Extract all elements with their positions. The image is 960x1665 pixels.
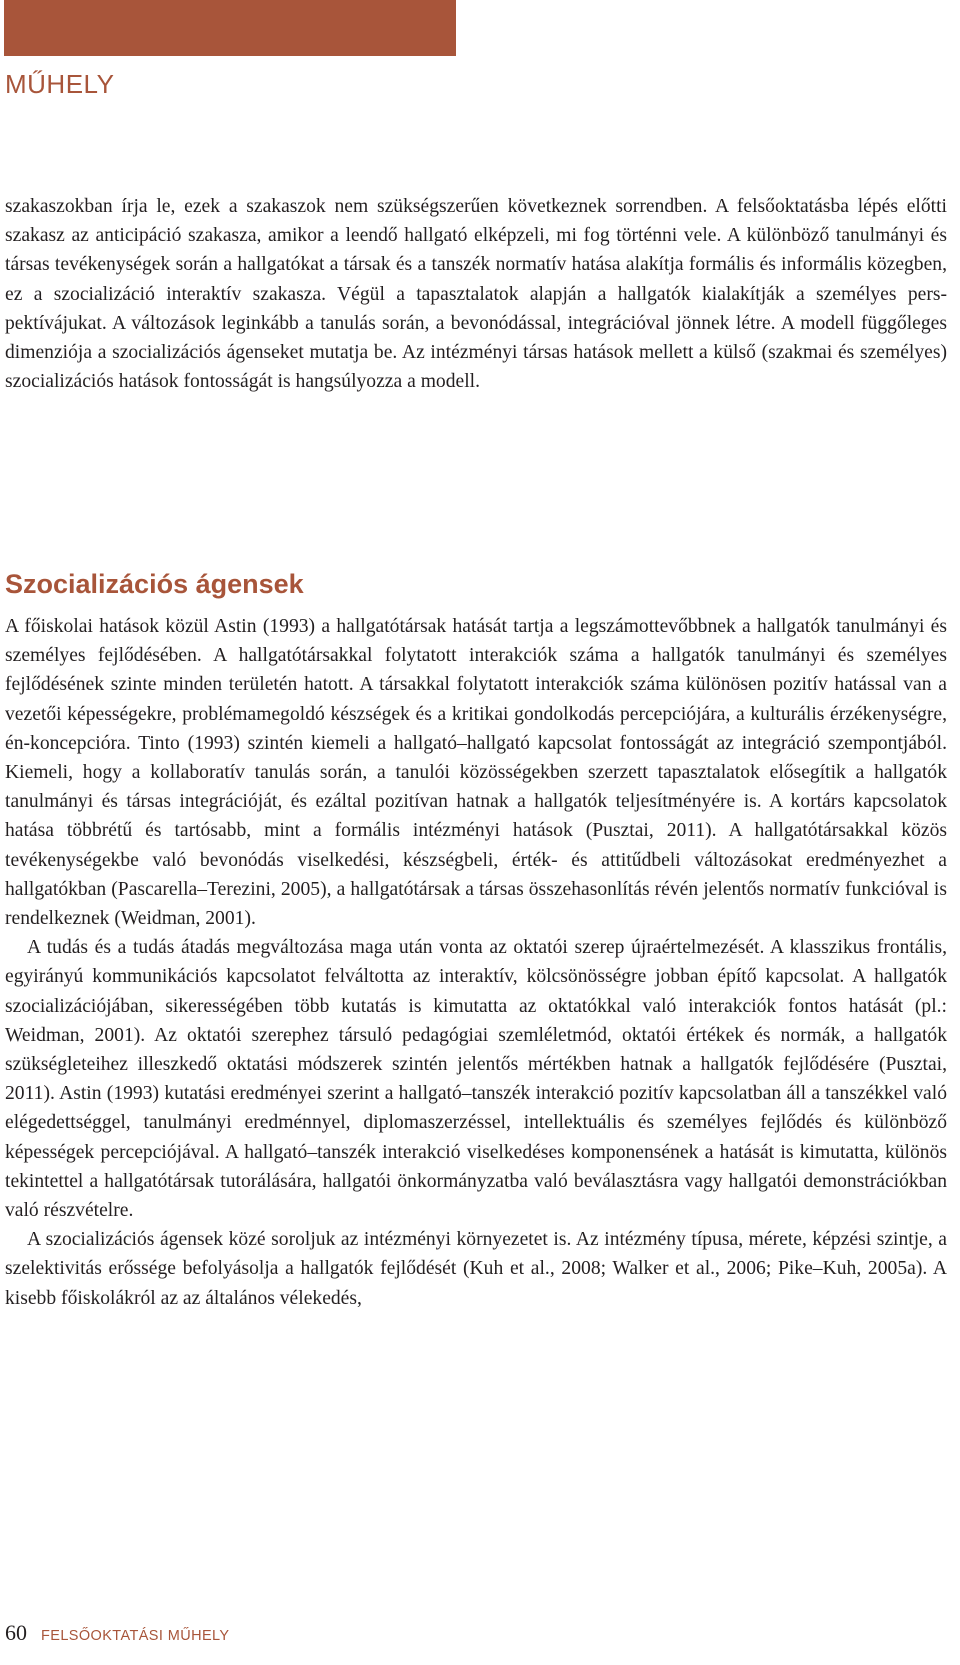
section-heading: Szocializációs ágensek [5,569,304,599]
intro-text-block [5,192,947,396]
journal-name: FELSŐOKTATÁSI MŰHELY [41,1628,230,1644]
section-label: MŰHELY [5,69,115,99]
page-footer [5,1620,229,1650]
header-color-bar [4,0,456,56]
body-paragraph: A főiskolai hatások közül Astin (1993) a hallgatótársak hatását tartja a legszámottevőbbnek a hallgatók tanulmányi és személyes fejlődésében. A hallgatótársakkal folytatott interakciók száma a hallgatók tanulmányi és személyes fejlődésének szinte minden területén hatott. A társakkal folytatott interakciók száma különösen pozitív hatással van a vezetői képességekre, problémamegoldó készségek és a kritikai gondolkodás percepciójára, a kulturális érzékenységre, én-koncepcióra. Tinto (1993) szintén kiemeli a hallgató–hallgató kapcsolat fontosságát az integráció szempontjából. Kiemeli, hogy a kollaboratív tanulás során, a tanulói közösségekben szerzett tapasztalatok elősegítik a hallgatók tanulmányi és társas integrációját, és ezáltal pozitívan hatnak a hallgatók teljesítményére is. A kortárs kapcsolatok hatása többrétű és tartósabb, mint a formális intézményi hatások (Pusztai, 2011). A hallgatótársakkal közös tevékenységekbe való bevonódás viselkedési, készségbeli, érték- és attitűdbeli változásokat eredményezhet a hallgatókban (Pascarella–Terezini, 2005), a hallgatótársak a társas összehasonlítás révén jelentős normatív funkcióval is rendelkeznek (Weidman, 2001). [5,616,947,930]
body-paragraph: A tudás és a tudás átadás megváltozása maga után vonta az oktatói szerep újraértelmezését. A klasszikus frontális, egyirányú kommunikációs kapcsolatot felváltotta az interaktív, kölcsönösségre jobban építő kapcsolat. A hallgatók szocializációjában, sikerességében több kutatás is kimutatta az oktatókkal való interakciók fontos hatását (pl.: Weidman, 2001). Az oktatói szerephez társuló pedagógiai szemléletmód, oktatói értékek és normák, a hallgatók szükségleteihez illeszkedő oktatási módszerek szintén jelentős mértékben hatnak a hallgatók fejlődésére (Pusztai, 2011). Astin (1993) kutatási eredményei szerint a hallgató–tanszék interakció pozitív kapcsolatban áll a tanszékkel való elégedettséggel, tanulmányi eredménnyel, diplomaszerzéssel, intellektuális és személyes fejlődés és különböző képességek percepciójával. A hallgató–tanszék interakció viselkedéses komponensének a hatását is kimutatta, különös tekintettel a hallgatótársak tutorálására, hallgatói önkormányzatba való beválasztásra vagy hallgatói demonstrációkban való részvételre. [5,937,947,1222]
main-text-block [5,612,947,1313]
body-paragraph: A szocializációs ágensek közé soroljuk az intézményi környezetet is. Az intézmény típusa, mérete, képzési szintje, a szelektivitás erőssége befolyásolja a hallgatók fejlődését (Kuh et al., 2008; Walker et al., 2006; Pike–Kuh, 2005a). A kisebb főiskolákról az az általános vélekedés, [5,1229,947,1309]
body-paragraph: szakaszokban írja le, ezek a szakaszok nem szükségszerűen következnek sorrendben. A felsőoktatásba lépés előtti szakasz az anticipáció szakasza, amikor a leendő hallgató elképzeli, mi fog történni vele. A különböző tanulmányi és társas tevékenységek során a hallgatókat a társak és a tanszék normatív hatása alakítja formális és informális közegben, ez a szocializáció interaktív szakasza. Végül a tapasztalatok alapján a hallgatók kialakítják a személyes perspektívájukat. A változások leginkább a tanulás során, a bevonódással, integrációval jönnek létre. A modell függőleges dimenziója a szocializációs ágenseket mutatja be. Az intézményi társas hatások mellett a külső (szakmai és személyes) szocializációs hatások fontosságát is hangsúlyozza a modell. [5,196,947,393]
page-number: 60 [5,1620,27,1645]
